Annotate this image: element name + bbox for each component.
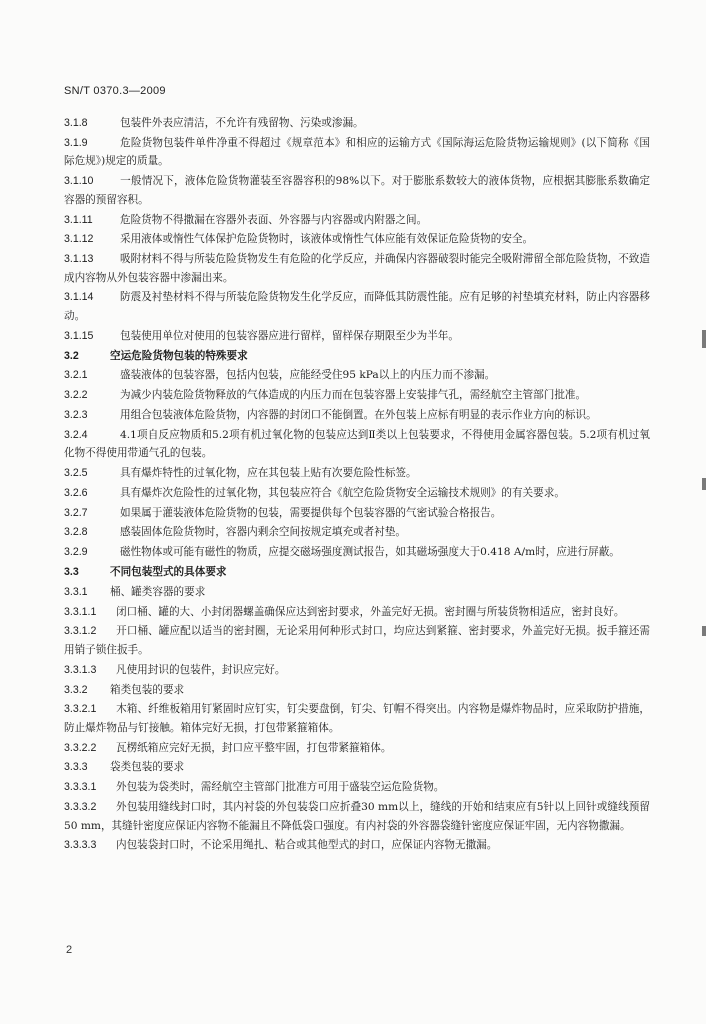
clause-paragraph — [64, 426, 650, 463]
clause-text: 开口桶、罐应配以适当的密封圈，无论采用何种形式封口，均应达到紧箍、密封要求，外盖完好无损。扳手箍还需用销子锁住扳手。 — [64, 625, 650, 656]
clause-number: 3.1.13 — [64, 253, 94, 266]
clause-paragraph — [64, 172, 650, 209]
clause-text: 如果属于灌装液体危险货物的包装，需要提供每个包装容器的气密试验合格报告。 — [120, 506, 502, 519]
clause-text: 内包装袋封口时，不论采用绳扎、粘合或其他型式的封口，应保证内容物无撒漏。 — [116, 839, 498, 852]
clause-number: 3.3.3 — [64, 761, 88, 774]
clause-text: 磁性物体或可能有磁性的物质，应提交磁场强度测试报告，如其磁场强度大于0.418 A/m时，应进行屏蔽。 — [120, 546, 620, 559]
clause-number: 3.1.15 — [64, 329, 94, 342]
clause-text: 危险货物不得撒漏在容器外表面、外容器与内容器或内附器之间。 — [120, 213, 428, 226]
clause-text: 危险货物包装件单件净重不得超过《规章范本》和相应的运输方式《国际海运危险货物运输规则》(以下简称《国际危规》)规定的质量。 — [64, 136, 650, 168]
clause-paragraph — [64, 250, 650, 287]
clause-number: 3.2.6 — [64, 486, 88, 499]
clause-text: 一般情况下，液体危险货物灌装至容器容积的98%以下。对于膨胀系数较大的液体货物，应根据其膨胀系数确定容器的预留容积。 — [64, 175, 650, 206]
clause-number: 3.1.12 — [64, 233, 94, 246]
scan-edge-mark — [702, 478, 706, 490]
clause-paragraph — [64, 543, 650, 562]
clause-text: 外包装为袋类时，需经航空主管部门批准方可用于盛装空运危险货物。 — [116, 781, 445, 794]
clause-number: 3.3.1.3 — [64, 663, 97, 676]
clause-text: 感装固体危险货物时，容器内剩余空间按规定填充或者衬垫。 — [120, 526, 407, 539]
clause-text: 瓦楞纸箱应完好无损，封口应平整牢固，打包带紧箍箱体。 — [116, 741, 392, 754]
clause-number: 3.2.7 — [64, 506, 88, 519]
clause-number: 3.2.5 — [64, 467, 88, 480]
section-heading — [64, 563, 650, 582]
scan-edge-mark — [702, 626, 706, 636]
clause-paragraph — [64, 700, 650, 737]
clause-number: 3.3.1.1 — [64, 605, 97, 618]
clause-text: 凡使用封识的包装件，封识应完好。 — [116, 663, 286, 676]
clause-text: 具有爆炸特性的过氧化物，应在其包装上贴有次要危险性标签。 — [120, 467, 417, 480]
clause-paragraph — [64, 386, 650, 405]
clause-text: 空运危险货物包装的特殊要求 — [110, 349, 248, 362]
clause-number: 3.2 — [64, 349, 79, 362]
clause-text: 包装件外表应清洁，不允许有残留物、污染或渗漏。 — [120, 117, 364, 129]
clause-number: 3.3.3.3 — [64, 839, 97, 852]
clause-text: 外包装用缝线封口时，其内衬袋的外包装袋口应折叠30 mm以上，缝线的开始和结束应有5针以上回针或缝线预留50 mm，其缝针密度应保证内容物不能漏且不降低袋口强度。有内衬袋的外容器袋缝针密度应保证牢固，无内容物撒漏。 — [64, 801, 650, 832]
clause-text: 袋类包装的要求 — [110, 761, 185, 774]
clause-number: 3.1.10 — [64, 175, 94, 188]
page-number: 2 — [66, 944, 73, 956]
clause-number: 3.2.3 — [64, 408, 88, 421]
clause-paragraph — [64, 288, 650, 325]
clause-number: 3.3 — [64, 566, 79, 579]
clause-paragraph — [64, 114, 650, 133]
clause-number: 3.1.11 — [64, 213, 93, 226]
clause-number: 3.3.3.2 — [64, 801, 97, 814]
document-body — [64, 114, 650, 856]
clause-paragraph — [64, 484, 650, 503]
subsection-heading — [64, 583, 650, 602]
standard-code: SN/T 0370.3—2009 — [64, 85, 166, 97]
subsection-heading — [64, 681, 650, 700]
clause-paragraph — [64, 523, 650, 542]
scan-edge-mark — [702, 330, 706, 348]
section-heading — [64, 347, 650, 366]
clause-text: 盛装液体的包装容器，包括内包装，应能经受住95 kPa以上的内压力而不渗漏。 — [120, 369, 496, 382]
clause-paragraph — [64, 661, 650, 680]
clause-paragraph — [64, 406, 650, 425]
clause-number: 3.3.1.2 — [64, 625, 97, 638]
clause-number: 3.2.1 — [64, 369, 88, 382]
clause-text: 为减少内装危险货物释放的气体造成的内压力而在包装容器上安装排气孔，需经航空主管部门批准。 — [120, 389, 587, 402]
clause-text: 用组合包装液体危险货物，内容器的封闭口不能倒置。在外包装上应标有明显的表示作业方向的标识。 — [120, 408, 597, 421]
clause-number: 3.3.2.2 — [64, 741, 97, 754]
clause-paragraph — [64, 366, 650, 385]
clause-paragraph — [64, 211, 650, 230]
subsection-heading — [64, 758, 650, 777]
clause-text: 闭口桶、罐的大、小封闭器螺盖确保应达到密封要求，外盖完好无损。密封圈与所装货物相适应，密封良好。 — [116, 605, 625, 618]
clause-number: 3.1.9 — [64, 136, 88, 149]
clause-paragraph — [64, 739, 650, 758]
clause-text: 木箱、纤维板箱用钉紧固时应钉实，钉尖要盘倒，钉尖、钉帽不得突出。内容物是爆炸物品时，应采取防护措施，防止爆炸物品与钉接触。箱体完好无损，打包带紧箍箱体。 — [64, 703, 650, 734]
clause-text: 4.1项自反应物质和5.2项有机过氧化物的包装应达到Ⅱ类以上包装要求，不得使用金属容器包装。5.2项有机过氧化物不得使用带通气孔的包装。 — [64, 428, 650, 460]
clause-text: 采用液体或惰性气体保护危险货物时，该液体或惰性气体应能有效保证危险货物的安全。 — [120, 233, 534, 246]
clause-number: 3.2.8 — [64, 526, 88, 539]
clause-number: 3.2.4 — [64, 428, 88, 441]
clause-paragraph — [64, 464, 650, 483]
clause-paragraph — [64, 622, 650, 659]
clause-paragraph — [64, 327, 650, 346]
clause-paragraph — [64, 134, 650, 171]
clause-number: 3.1.8 — [64, 117, 88, 129]
clause-text: 桶、罐类容器的要求 — [110, 585, 206, 598]
clause-number: 3.3.1 — [64, 585, 88, 598]
clause-paragraph — [64, 836, 650, 855]
clause-text: 包装使用单位对使用的包装容器应进行留样，留样保存期限至少为半年。 — [120, 329, 459, 342]
clause-number: 3.2.9 — [64, 546, 88, 559]
clause-text: 具有爆炸次危险性的过氧化物，其包装应符合《航空危险货物安全运输技术规则》的有关要求。 — [120, 486, 565, 499]
clause-number: 3.3.2 — [64, 683, 88, 696]
clause-number: 3.2.2 — [64, 389, 88, 402]
clause-number: 3.3.2.1 — [64, 703, 97, 716]
clause-text: 防震及衬垫材料不得与所装危险货物发生化学反应，而降低其防震性能。应有足够的衬垫填充材料，防止内容器移动。 — [64, 291, 650, 323]
clause-paragraph — [64, 798, 650, 835]
clause-number: 3.1.14 — [64, 291, 94, 304]
clause-paragraph — [64, 504, 650, 523]
clause-text: 不同包装型式的具体要求 — [110, 566, 227, 579]
clause-paragraph — [64, 230, 650, 249]
clause-text: 箱类包装的要求 — [110, 683, 185, 696]
clause-paragraph — [64, 603, 650, 622]
clause-number: 3.3.3.1 — [64, 781, 97, 794]
clause-text: 吸附材料不得与所装危险货物发生有危险的化学反应，并确保内容器破裂时能完全吸附滞留全部危险货物，不致造成内容物从外包装容器中渗漏出来。 — [64, 253, 650, 284]
clause-paragraph — [64, 778, 650, 797]
